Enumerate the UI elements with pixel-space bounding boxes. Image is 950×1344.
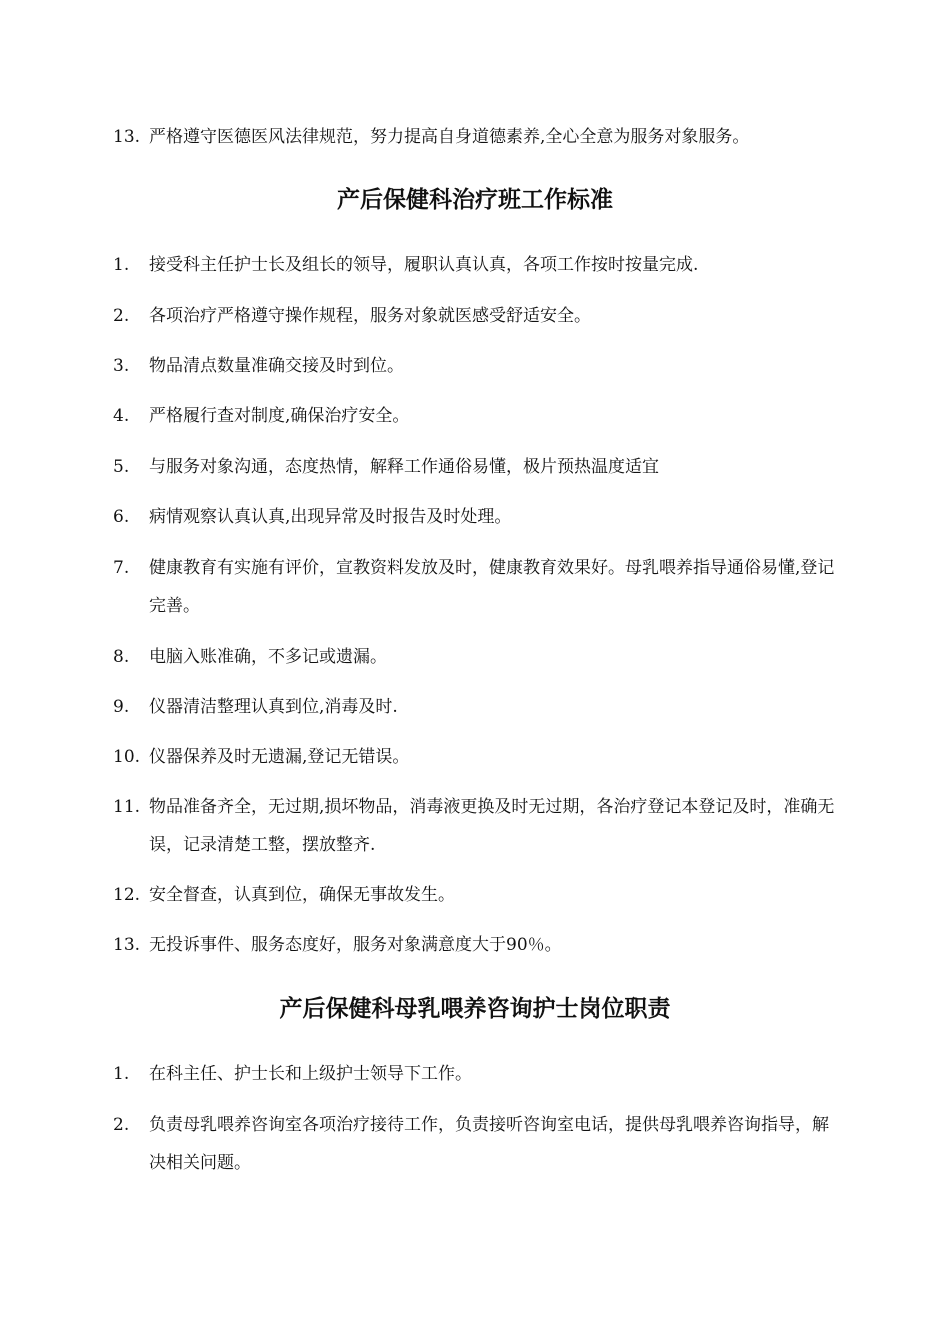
item-text: 无投诉事件、服务态度好，服务对象满意度大于90％。 (149, 935, 562, 955)
item-text: 病情观察认真认真,出现异常及时报告及时处理。 (149, 507, 512, 527)
item-number: 4. (113, 406, 130, 426)
item-number: 2. (113, 1115, 130, 1135)
list-item (113, 246, 843, 284)
item-text: 在科主任、护士长和上级护士领导下工作。 (149, 1064, 472, 1084)
list-item (113, 926, 843, 964)
list-item (113, 738, 843, 776)
item-text: 与服务对象沟通，态度热情，解释工作通俗易懂，极片预热温度适宜 (149, 457, 659, 477)
list-item (113, 297, 843, 335)
list-item (113, 876, 843, 914)
list-item (113, 347, 843, 385)
item-text: 健康教育有实施有评价，宣教资料发放及时，健康教育效果好。母乳喂养指导通俗易懂,登记完善。 (149, 558, 835, 616)
item-text: 物品清点数量准确交接及时到位。 (149, 356, 404, 376)
item-number: 13. (113, 127, 141, 147)
item-text: 负责母乳喂养咨询室各项治疗接待工作，负责接听咨询室电话，提供母乳喂养咨询指导，解决相关问题。 (149, 1115, 829, 1173)
list-item (113, 397, 843, 435)
list-item (113, 118, 843, 156)
item-number: 11. (113, 797, 141, 817)
item-text: 仪器清洁整理认真到位,消毒及时. (149, 697, 398, 717)
item-number: 9. (113, 697, 130, 717)
item-number: 6. (113, 507, 130, 527)
item-number: 10. (113, 747, 141, 767)
item-text: 各项治疗严格遵守操作规程，服务对象就医感受舒适安全。 (149, 306, 591, 326)
item-number: 3. (113, 356, 130, 376)
list-item (113, 688, 843, 726)
section-title: 产后保健科治疗班工作标准 (337, 187, 613, 213)
item-text: 严格履行查对制度,确保治疗安全。 (149, 406, 410, 426)
item-number: 1. (113, 255, 130, 275)
item-number: 13. (113, 935, 141, 955)
list-item (113, 638, 843, 676)
list-item (113, 1106, 843, 1182)
item-number: 1. (113, 1064, 130, 1084)
list-item (113, 788, 843, 864)
item-number: 7. (113, 558, 130, 578)
item-number: 8. (113, 647, 130, 667)
item-text: 接受科主任护士长及组长的领导，履职认真认真，各项工作按时按量完成. (149, 255, 699, 275)
item-number: 12. (113, 885, 141, 905)
item-number: 5. (113, 457, 130, 477)
list-item (113, 549, 843, 625)
item-text: 电脑入账准确，不多记或遗漏。 (149, 647, 387, 667)
list-item (113, 448, 843, 486)
item-text: 严格遵守医德医风法律规范，努力提高自身道德素养,全心全意为服务对象服务。 (149, 127, 750, 147)
item-text: 物品准备齐全，无过期,损坏物品，消毒液更换及时无过期，各治疗登记本登记及时，准确无误，记录清楚工整，摆放整齐. (149, 797, 835, 855)
item-text: 仪器保养及时无遗漏,登记无错误。 (149, 747, 410, 767)
list-item (113, 498, 843, 536)
item-text: 安全督查，认真到位，确保无事故发生。 (149, 885, 455, 905)
section-title: 产后保健科母乳喂养咨询护士岗位职责 (279, 996, 671, 1022)
list-item (113, 1055, 843, 1093)
item-number: 2. (113, 306, 130, 326)
